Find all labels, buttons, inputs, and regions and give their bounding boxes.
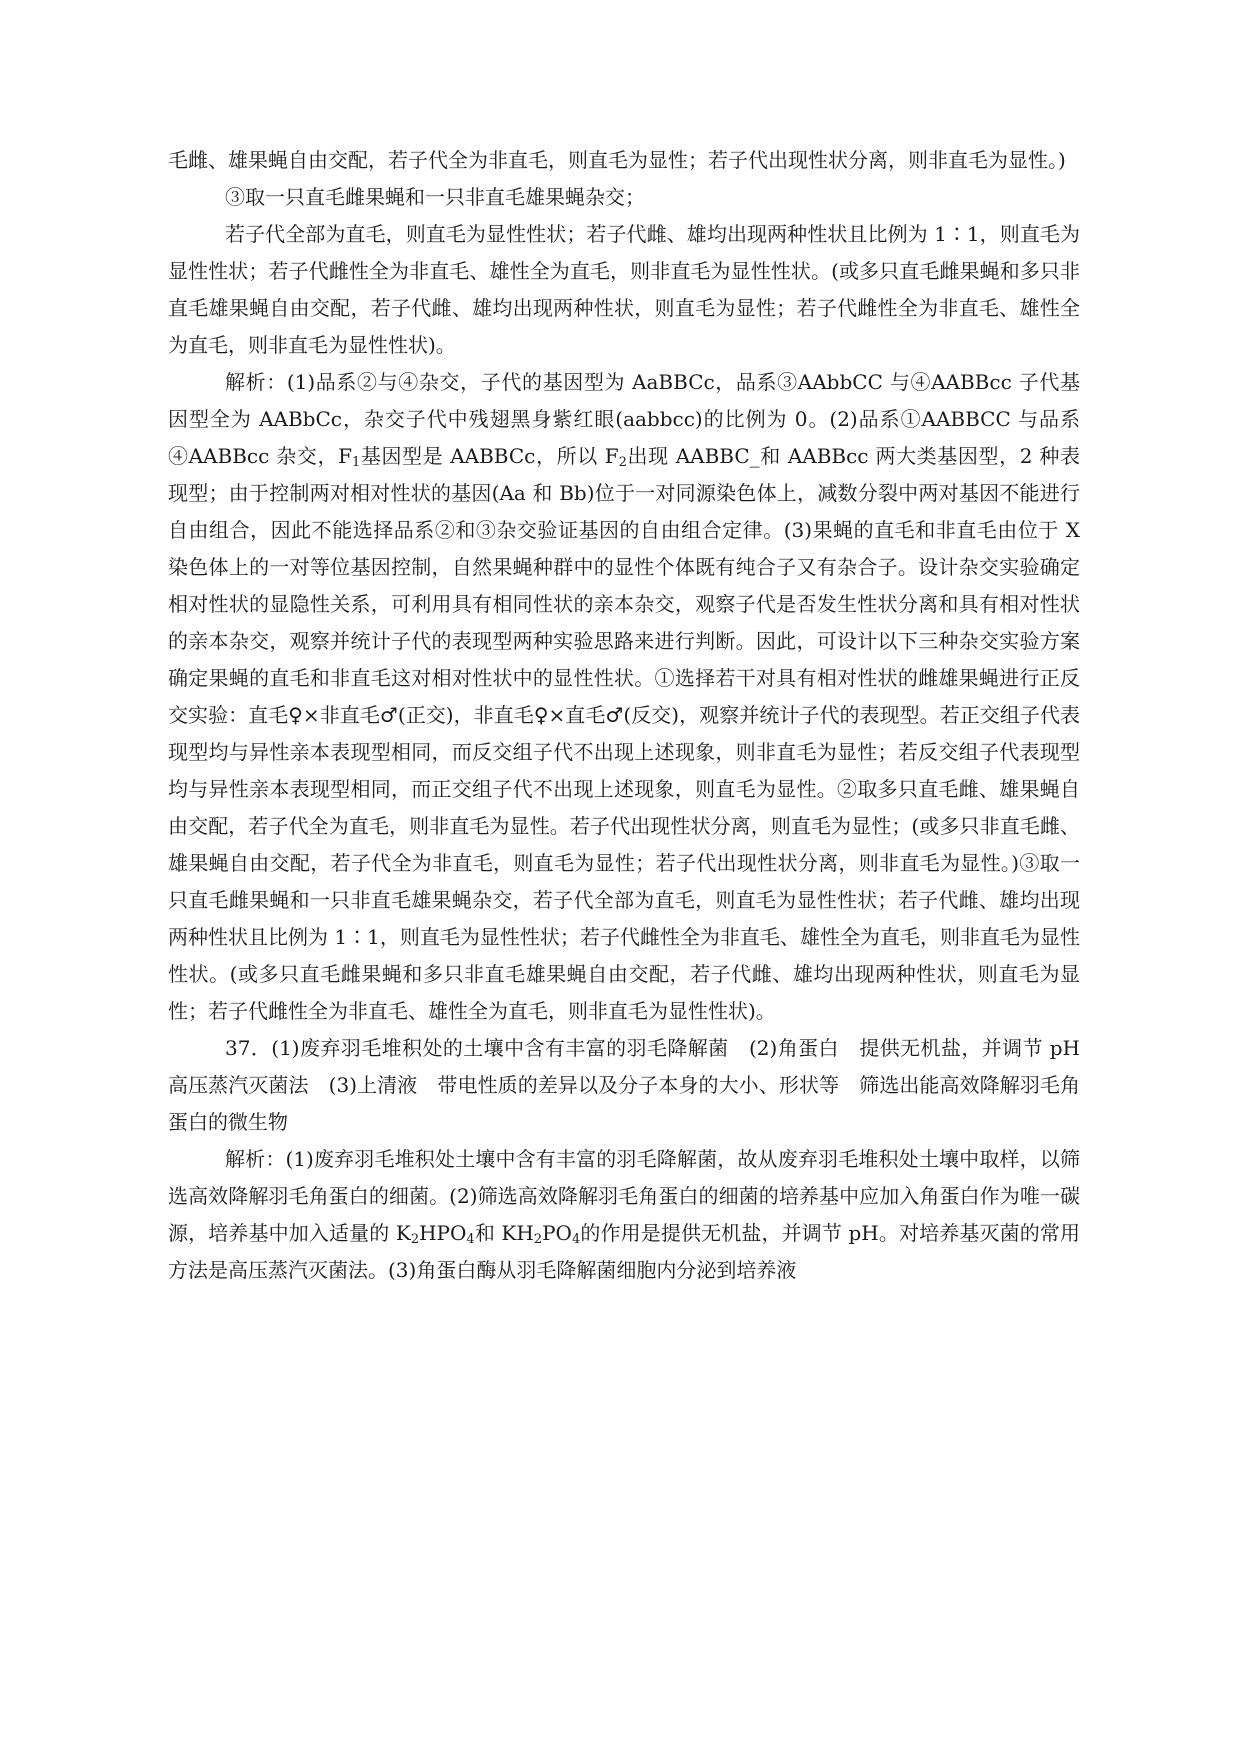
subscript-f2: 2 xyxy=(618,455,627,470)
subscript-kh2: 2 xyxy=(533,1232,543,1247)
subscript-k2: 2 xyxy=(410,1232,420,1247)
analysis-37-text-5: 的作用是提供无机盐，并调节 pH。对培养基灭菌的常用方法是高压蒸汽灭菌法。(3)角蛋白酶从羽毛降解菌细胞内分泌到培养液 xyxy=(168,1221,1080,1282)
analysis-36-text-2: 基因型是 AABBCc，所以 F xyxy=(360,444,619,468)
paragraph-continuation: 毛雌、雄果蝇自由交配，若子代全为非直毛，则直毛为显性；若子代出现性状分离，则非直毛为显性。) xyxy=(168,148,1066,172)
paragraph-analysis-36 xyxy=(168,364,1080,1030)
subscript-hpo4: 4 xyxy=(466,1232,475,1247)
paragraph-method-3: ③取一只直毛雌果蝇和一只非直毛雄果蝇杂交； xyxy=(225,185,645,209)
paragraph-answer-37: 37．(1)废弃羽毛堆积处的土壤中含有丰富的羽毛降解菌 (2)角蛋白 提供无机盐，并调节 pH 高压蒸汽灭菌法 (3)上清液 带电性质的差异以及分子本身的大小、形状等 筛选出能高效降解羽毛角蛋白的微生物 xyxy=(168,1036,1100,1134)
paragraph-analysis-37 xyxy=(168,1141,1080,1289)
analysis-37-text-3: 和 KH xyxy=(474,1221,534,1245)
analysis-36-text-3: 出现 AABBC_和 AABBcc 两大类基因型，2 种表现型；由于控制两对相对性状的基因(Aa 和 Bb)位于一对同源染色体上，减数分裂中两对基因不能进行自由组合，因此不能选择品系②和③杂交验证基因的自由组合定律。(3)果蝇的直毛和非直毛由位于 X 染色体上的一对等位基因控制，自然果蝇种群中的显性个体既有纯合子又有杂合子。设计杂交实验确定相对性状的显隐性关系，可利用具有相同性状的亲本杂交，观察子代是否发生性状分离和具有相对性状的亲本杂交，观察并统计子代的表现型两种实验思路来进行判断。因此，可设计以下三种杂交实验方案确定果蝇的直毛和非直毛这对相对性状中的显性性状。①选择若干对具有相对性状的雌雄果蝇进行正反交实验：直毛♀×非直毛♂(正交)，非直毛♀×直毛♂(反交)，观察并统计子代的表现型。若正交组子代表现型均与异性亲本表现型相同，而反交组子代不出现上述现象，则非直毛为显性；若反交组子代表现型均与异性亲本表现型相同，而正交组子代不出现上述现象，则直毛为显性。②取多只直毛雌、雄果蝇自由交配，若子代全为直毛，则非直毛为显性。若子代出现性状分离，则直毛为显性；(或多只非直毛雌、雄果蝇自由交配，若子代全为非直毛，则直毛为显性；若子代出现性状分离，则非直毛为显性。)③取一只直毛雌果蝇和一只非直毛雄果蝇杂交，若子代全部为直毛，则直毛为显性性状；若子代雌、雄均出现两种性状且比例为 1∶1，则直毛为显性性状；若子代雌性全为非直毛、雄性全为直毛，则非直毛为显性性状。(或多只直毛雌果蝇和多只非直毛雄果蝇自由交配，若子代雌、雄均出现两种性状，则直毛为显性；若子代雌性全为非直毛、雄性全为直毛，则非直毛为显性性状)。 xyxy=(168,444,1081,1023)
document-page xyxy=(168,142,1100,1289)
analysis-37-text-1: 解析：(1)废弃羽毛堆积处土壤中含有丰富的羽毛降解菌，故从废弃羽毛堆积处土壤中取样，以筛选高效降解羽毛角蛋白的细菌。(2)筛选高效降解羽毛角蛋白的细菌的培养基中应加入角蛋白作为唯一碳源，培养基中加入适量的 K xyxy=(168,1147,1080,1245)
analysis-36-text-1: 解析：(1)品系②与④杂交，子代的基因型为 AaBBCc，品系③AAbbCC 与④AABBcc 子代基因型全为 AABbCc，杂交子代中残翅黑身紫红眼(aabbcc)的比例为 0。(2)品系①AABBCC 与品系④AABBcc 杂交，F xyxy=(168,370,1080,468)
paragraph-method-3-results: 若子代全部为直毛，则直毛为显性性状；若子代雌、雄均出现两种性状且比例为 1∶1，则直毛为显性性状；若子代雌性全为非直毛、雄性全为直毛，则非直毛为显性性状。(或多只直毛雌果蝇和多只非直毛雄果蝇自由交配，若子代雌、雄均出现两种性状，则直毛为显性；若子代雌性全为非直毛、雄性全为直毛，则非直毛为显性性状)。 xyxy=(168,222,1080,357)
analysis-37-text-2: HPO xyxy=(419,1221,467,1245)
analysis-37-text-4: PO xyxy=(542,1221,572,1245)
subscript-f1: 1 xyxy=(351,455,361,470)
subscript-po4: 4 xyxy=(571,1232,581,1247)
